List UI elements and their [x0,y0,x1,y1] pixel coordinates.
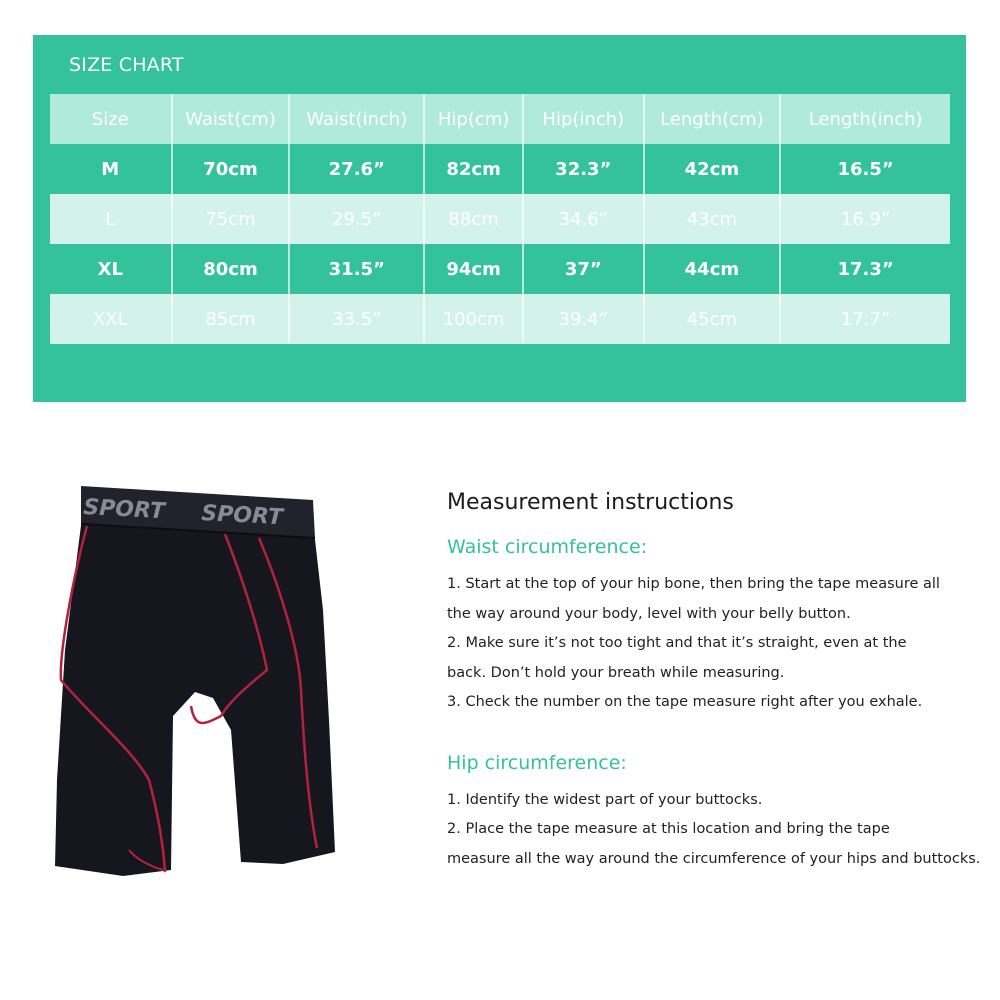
cell-waist-cm: 85cm [172,294,290,344]
table-row [50,294,950,344]
cell-waist-inch: 29.5” [289,194,424,244]
cell-size: XXL [50,294,172,344]
cell-hip-cm: 88cm [424,194,523,244]
instructions-title: Measurement instructions [447,490,734,515]
header-hip-cm: Hip(cm) [424,94,523,144]
cell-hip-inch: 37” [523,244,643,294]
compression-shorts-illustration [45,480,345,890]
cell-size: XL [50,244,172,294]
header-length-cm: Length(cm) [644,94,781,144]
product-image [45,480,345,890]
header-waist-inch: Waist(inch) [289,94,424,144]
waistband-text: SPORT [200,501,284,531]
cell-hip-cm: 94cm [424,244,523,294]
waist-heading: Waist circumference: [447,536,648,558]
table-row [50,144,950,194]
size-chart-title: SIZE CHART [69,54,184,76]
waist-instruction-line: the way around your body, level with your belly button. [447,605,851,622]
cell-hip-inch: 34.6” [523,194,643,244]
table-row [50,244,950,294]
cell-waist-inch: 33.5” [289,294,424,344]
cell-hip-inch: 39.4” [523,294,643,344]
table-header-row [50,94,950,144]
cell-length-cm: 45cm [644,294,781,344]
cell-waist-cm: 75cm [172,194,290,244]
header-size: Size [50,94,172,144]
cell-waist-inch: 31.5” [289,244,424,294]
hip-heading: Hip circumference: [447,751,627,774]
measurement-instructions [447,488,992,874]
cell-hip-cm: 100cm [424,294,523,344]
shorts-body [55,510,335,876]
size-table [50,94,950,344]
cell-hip-inch: 32.3” [523,144,643,194]
cell-length-inch: 17.3” [837,258,894,280]
cell-length-cm: 43cm [644,194,781,244]
section-spacer [447,718,992,750]
cell-size: L [50,194,172,244]
cell-length-inch: 16.5” [837,158,894,180]
cell-length-cm: 44cm [644,244,781,294]
size-chart-panel [33,35,966,402]
header-waist-cm: Waist(cm) [172,94,290,144]
waist-instruction-line: 1. Start at the top of your hip bone, then bring the tape measure all [447,576,940,592]
cell-size: M [50,144,172,194]
waistband-text: SPORT [82,495,166,525]
cell-length-cm: 42cm [644,144,781,194]
cell-waist-cm: 80cm [172,244,290,294]
cell-length-inch: 16.9” [780,194,950,244]
header-hip-inch: Hip(inch) [523,94,643,144]
cell-length-inch: 17.7” [780,294,950,344]
hip-instruction-line: 1. Identify the widest part of your buttocks. [447,791,763,808]
cell-waist-inch: 27.6” [289,144,424,194]
table-row [50,194,950,244]
header-length-inch: Length(inch) [780,94,950,144]
hip-instruction-line: measure all the way around the circumference of your hips and buttocks. [447,850,981,867]
hip-instruction-line: 2. Place the tape measure at this location and bring the tape [447,821,890,837]
waist-instruction-line: 3. Check the number on the tape measure right after you exhale. [447,694,923,710]
waist-instruction-line: back. Don’t hold your breath while measuring. [447,664,785,681]
cell-hip-cm: 82cm [424,144,523,194]
waist-instruction-line: 2. Make sure it’s not too tight and that it’s straight, even at the [447,635,907,651]
cell-waist-cm: 70cm [172,144,290,194]
